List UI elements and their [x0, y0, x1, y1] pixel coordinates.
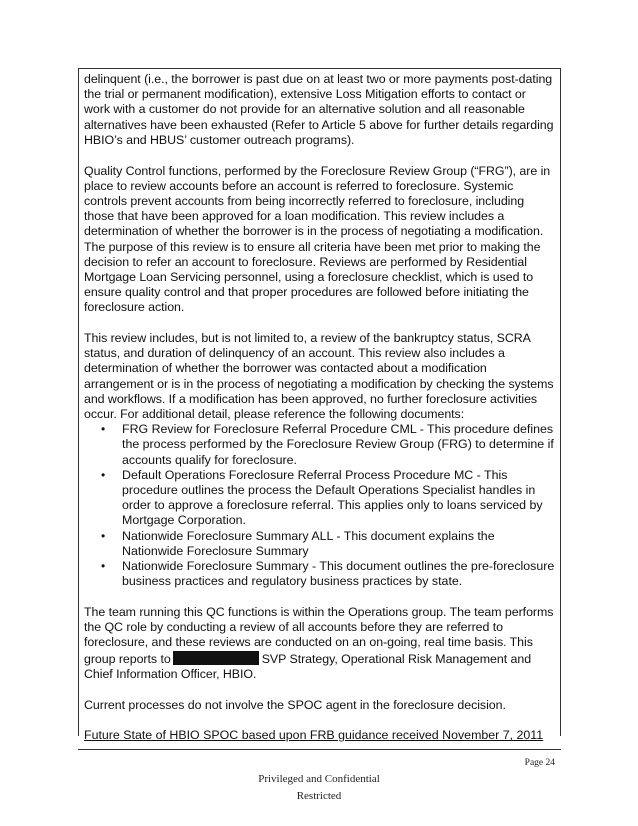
paragraph-quality-control: Quality Control functions, performed by the Foreclosure Review Group (“FRG”), are in place to review accounts before an account is referred to foreclosure. Systemic controls prevent accounts from being incorrectly referred to foreclosure, including those that have been approved for a loan modification. This review includes a determination of whether the borrower is in the process of negotiating a modification. The purpose of this review is to ensure all criteria have been met prior to making the decision to refer an account to foreclosure. Reviews are performed by Residential Mortgage Loan Servicing personnel, using a foreclosure checklist, which is used to ensure quality control and that proper procedures are followed before initiating the foreclosure action. — [84, 163, 551, 315]
paragraph-current-processes: Current processes do not involve the SPOC agent in the foreclosure decision. — [84, 697, 506, 712]
list-item — [101, 559, 555, 589]
list-item-text: Default Operations Foreclosure Referral Process Procedure MC - This procedure outlines the process the Default Operations Specialist handles in order to approve a foreclosure referral. This applies only to loans serviced by Mortgage Corporation. — [122, 467, 543, 528]
list-item-text: Nationwide Foreclosure Summary ALL - This document explains the Nationwide Foreclosure Summary — [122, 528, 495, 558]
bullet-icon: • — [101, 528, 106, 543]
list-item-text: FRG Review for Foreclosure Referral Procedure CML - This procedure defines the process performed by the Foreclosure Review Group (FRG) to determine if accounts qualify for foreclosure. — [122, 422, 554, 467]
footer-restricted: Restricted — [296, 790, 342, 802]
paragraph-review-includes: This review includes, but is not limited to, a review of the bankruptcy status, SCRA status, and duration of delinquency of an account. This review also includes a determination of whether the borrower was contacted about a modification arrangement or is in the process of negotiating a modification by checking the systems and workflows. If a modification has been approved, no further foreclosure activities occur. For additional detail, please reference the following documents: — [84, 331, 554, 422]
document-content-box — [78, 68, 561, 743]
paragraph-team-qc — [84, 605, 555, 682]
team-qc-text-before: The team running this QC functions is within the Operations group. The team performs the QC role by conducting a review of all accounts before they are referred to foreclosure, and these reviews are conducted on an on-going, real time basis. This group reports to — [84, 605, 554, 666]
footer-divider — [78, 749, 561, 750]
paragraph-delinquent: delinquent (i.e., the borrower is past due on at least two or more payments post-dating the trial or permanent modification), extensive Loss Mitigation efforts to contact or work with a customer do not provide for an alternative solution and all reasonable alternatives have been exhausted (Refer to Article 5 above for further details regarding HBIO’s and HBUS’ customer outreach programs). — [84, 72, 554, 147]
redaction-block — [173, 651, 259, 665]
reference-documents-list — [84, 422, 555, 589]
bullet-icon: • — [101, 467, 106, 482]
section-heading-future-state: Future State of HBIO SPOC based upon FRB guidance received November 7, 2011 — [84, 728, 544, 743]
list-item-text: Nationwide Foreclosure Summary - This document outlines the pre-foreclosure business practices and regulatory business practices by state. — [122, 559, 555, 589]
bullet-icon: • — [101, 559, 106, 574]
list-item — [101, 422, 555, 468]
list-item — [101, 528, 555, 559]
bullet-icon: • — [101, 422, 106, 437]
team-qc-text-after: SVP Strategy, Operational Risk Management and Chief Information Officer, HBIO. — [84, 651, 532, 681]
page-number: Page 24 — [524, 758, 555, 768]
list-item — [101, 467, 555, 529]
footer-confidential: Privileged and Confidential — [258, 773, 380, 785]
